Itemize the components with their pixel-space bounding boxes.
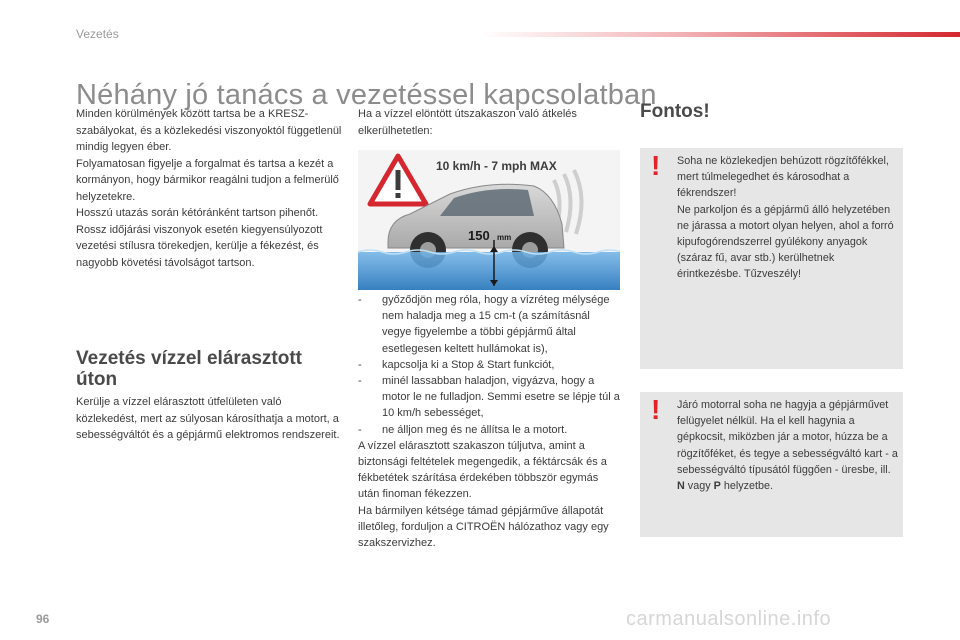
list-dash: -	[358, 358, 362, 371]
list-item	[358, 373, 620, 422]
flood-paragraph: Kerülje a vízzel elárasztott útfelületen való közlekedést, mert az súlyosan károsíthatja a motort, a sebességváltót és a gépjármű elektromos rendszereit.	[76, 396, 340, 441]
crossing-intro-text: Ha a vízzel elöntött útszakaszon való átkelés elkerülhetetlen:	[358, 108, 577, 137]
list-dash: -	[358, 294, 362, 306]
water-layer	[358, 252, 620, 290]
speed-limit-label: 10 km/h - 7 mph MAX	[436, 159, 557, 173]
car-water-svg	[358, 150, 620, 290]
exclamation-icon: !	[651, 394, 661, 425]
warning-box-engine	[640, 392, 903, 537]
list-item	[358, 357, 620, 373]
list-item	[358, 292, 620, 357]
warning-paragraph: Soha ne közlekedjen behúzott rögzítőfékkel, mert túlmelegedhet és károsodhat a fékrendszer!	[677, 155, 889, 200]
warning-paragraph: Ne parkoljon és a gépjármű álló helyzetében ne járassa a motort olyan helyen, ahol a forró kipufogórendszerrel gyúlékony anyagok (száraz fű, avar stb.) kerülhetnek érintkezésbe. Tűzveszély!	[677, 203, 894, 281]
after-crossing-paragraph: Ha bármilyen kétsége támad gépjárműve állapotát illetőleg, forduljon a CITROËN hálózathoz vagy egy szakszervizhez.	[358, 504, 609, 550]
intro-paragraph: Hosszú utazás során kétóránként tartson pihenőt.	[76, 207, 319, 219]
header-rule	[480, 32, 960, 37]
watermark: carmanualsonline.info	[626, 608, 832, 630]
after-crossing-paragraph: A vízzel elárasztott szakaszon túljutva, amint a biztonsági feltételek megengedik, a féktárcsák és a fékbetétek szárítása érdekében többször egymás után finoman fékezzen.	[358, 439, 607, 501]
list-dash: -	[358, 375, 362, 388]
flood-heading: Vezetés vízzel elárasztott úton	[76, 348, 302, 390]
instruction-list	[358, 292, 620, 438]
depth-value: 150	[468, 228, 490, 243]
gear-p: P	[713, 480, 721, 493]
crossing-intro	[358, 106, 618, 139]
warning-text	[677, 397, 899, 494]
list-item-text: ne álljon meg és ne állítsa le a motort.	[382, 423, 568, 436]
exclamation-icon: !	[651, 150, 661, 181]
intro-paragraph: Rossz időjárási viszonyok esetén kiegyensúlyozott vezetési stílusra törekedjen, kerülje a fékezést, és nagyobb követési távolságot tartson.	[76, 223, 323, 269]
list-item-text: győződjön meg róla, hogy a vízréteg mélysége nem haladja meg a 15 cm-t (a számításnál vegye figyelembe a többi gépjármű által esetlegesen keltett hullámokat is),	[382, 294, 610, 355]
flood-column	[76, 394, 344, 444]
gear-n: N	[677, 480, 685, 493]
warning-text	[677, 153, 899, 283]
warning-box-brake	[640, 148, 903, 369]
flood-crossing-illustration	[358, 150, 620, 290]
page-title: Néhány jó tanács a vezetéssel kapcsolatban	[76, 79, 657, 112]
crossing-instructions	[358, 292, 620, 551]
warning-paragraph: Járó motorral soha ne hagyja a gépjárművet felügyelet nélkül. Ha el kell hagynia a gépkocsit, miközben jár a motor, húzza be a rögzítőféket, és tegye a sebességváltó kart - a sebességváltó típusától függően - üresbe, ill. N vagy P helyzetbe.	[677, 399, 898, 493]
list-item	[358, 422, 620, 438]
intro-paragraph: Folyamatosan figyelje a forgalmat és tartsa a kezét a kormányon, hogy bármikor reagálni tudjon a felmerülő helyzetekre.	[76, 157, 339, 203]
important-heading: Fontos!	[640, 101, 710, 122]
page-number: 96	[36, 612, 50, 626]
list-dash: -	[358, 423, 362, 436]
section-label: Vezetés	[76, 27, 119, 41]
intro-column	[76, 106, 344, 271]
depth-unit: mm	[497, 233, 512, 242]
list-item-text: kapcsolja ki a Stop & Start funkciót,	[382, 358, 555, 371]
intro-paragraph: Minden körülmények között tartsa be a KRESZ-szabályokat, és a közlekedési viszonyoktól függetlenül mindig legyen éber.	[76, 108, 342, 153]
list-item-text: minél lassabban haladjon, vigyázva, hogy a motor le ne fulladjon. Semmi esetre se lépje túl a 10 km/h sebességet,	[382, 375, 620, 420]
